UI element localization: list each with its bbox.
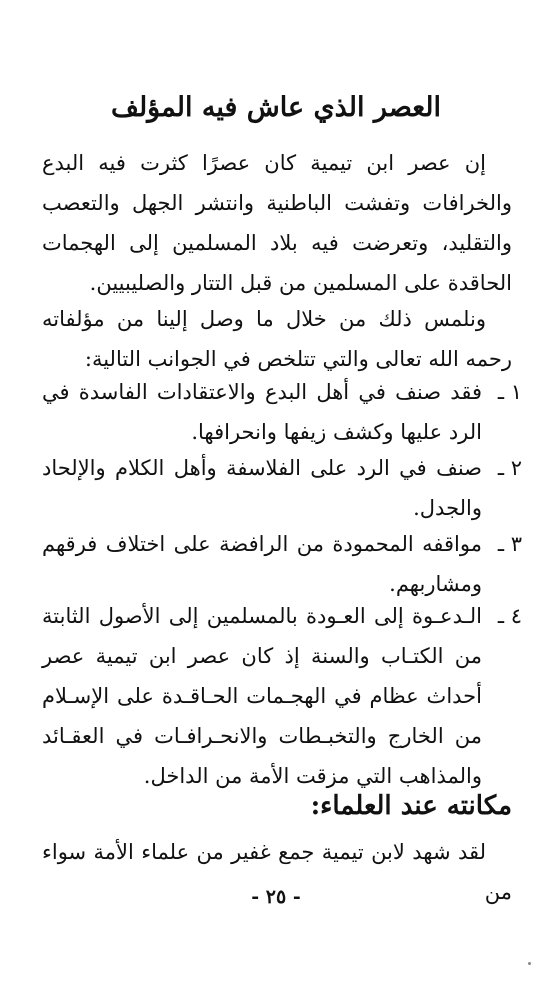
list-item <box>42 372 522 452</box>
list-item-number: ٤ ـ <box>497 604 522 628</box>
scan-speck <box>528 962 531 965</box>
chapter-title: العصر الذي عاش فيه المؤلف <box>111 92 441 123</box>
page-number: - ٢٥ - <box>251 886 301 908</box>
intro-paragraph: إن عصر ابن تيمية كان عصرًا كثرت فيه البدع والخرافات وتفشت الباطنية وانتشر الجهل والتعصب والتقليد، وتعرضت فيه بلاد المسلمين إلى الهجمات الحاقدة على المسلمين من قبل التتار والصليبيين. <box>42 151 512 295</box>
list-item <box>42 596 522 796</box>
section-subheading: مكانته عند العلماء: <box>310 791 512 821</box>
list-item-number: ٣ ـ <box>497 532 522 556</box>
list-item <box>42 524 522 604</box>
list-item-number: ٢ ـ <box>497 456 522 480</box>
closing-paragraph: لقد شهد لابن تيمية جمع غفير من علماء الأمة سواء من <box>42 840 512 904</box>
list-item <box>42 448 522 528</box>
list-item-text: فقد صنف في أهل البدع والاعتقادات الفاسدة في الرد عليها وكشف زيفها وانحرافها. <box>42 380 482 444</box>
list-item-text: مواقفه المحمودة من الرافضة على اختلاف فرقهم ومشاربهم. <box>42 532 482 596</box>
second-paragraph: ونلمس ذلك من خلال ما وصل إلينا من مؤلفاته رحمه الله تعالى والتي تتلخص في الجوانب التالية: <box>42 307 512 371</box>
list-item-number: ١ ـ <box>497 380 522 404</box>
list-item-text: صنف في الرد على الفلاسفة وأهل الكلام والإلحاد والجدل. <box>42 456 482 520</box>
list-item-text: الـدعـوة إلى العـودة بالمسلمين إلى الأصول الثابتة من الكتـاب والسنة إذ كان عصر ابن تيمية عصر أحداث عظام في الهجـمات الحـاقـدة على الإسـلام من الخارج والتخبـطات والانحـرافـات في العقـائد والمذاهب التي مزقت الأمة من الداخل. <box>42 604 482 788</box>
